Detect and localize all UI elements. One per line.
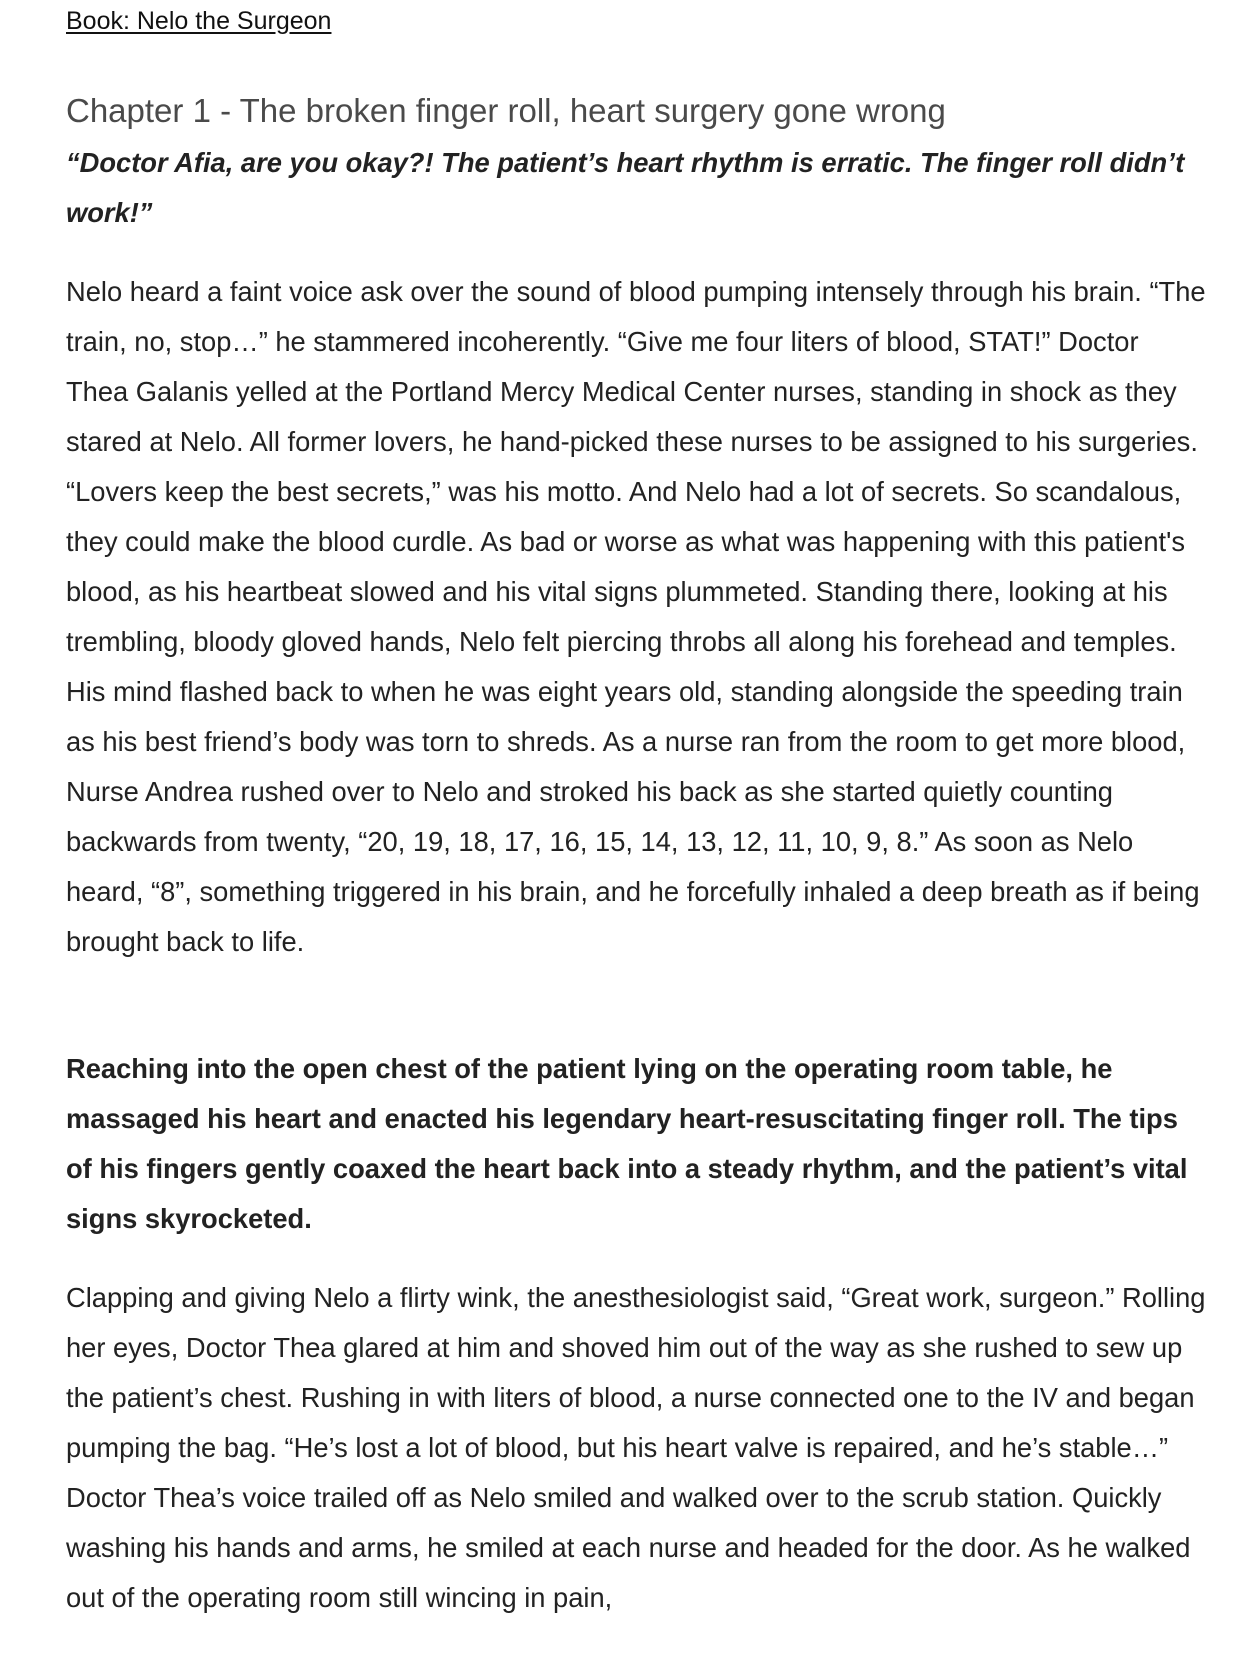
bold-paragraph: Reaching into the open chest of the patient lying on the operating room table, he massaged his heart and enacted his legendary heart-resuscitating finger roll. The tips of his fingers gently coaxed the heart back into a steady rhythm, and the patient’s vital signs skyrocketed. xyxy=(66,1053,1188,1234)
chapter-heading: Chapter 1 - The broken finger roll, heart surgery gone wrong xyxy=(66,92,946,129)
body-paragraph: Clapping and giving Nelo a flirty wink, the anesthesiologist said, “Great work, surgeon.” Rolling her eyes, Doctor Thea glared at him and shoved him out of the way as she rushed to sew up the patient’s chest. Rushing in with liters of blood, a nurse connected one to the IV and began pumping the bag. “He’s lost a lot of blood, but his heart valve is repaired, and he’s stable…” Doctor Thea’s voice trailed off as Nelo smiled and walked over to the scrub station. Quickly washing his hands and arms, he smiled at each nurse and headed for the door. As he walked out of the operating room still wincing in pain, xyxy=(66,1282,1206,1613)
body-paragraph: Nelo heard a faint voice ask over the sound of blood pumping intensely through his brain. “The train, no, stop…” he stammered incoherently. “Give me four liters of blood, STAT!” Doctor Thea Galanis yelled at the Portland Mercy Medical Center nurses, standing in shock as they stared at Nelo. All former lovers, he hand-picked these nurses to be assigned to his surgeries. “Lovers keep the best secrets,” was his motto. And Nelo had a lot of secrets. So scandalous, they could make the blood curdle. As bad or worse as what was happening with this patient's blood, as his heartbeat slowed and his vital signs plummeted. Standing there, looking at his trembling, bloody gloved hands, Nelo felt piercing throbs all along his forehead and temples. His mind flashed back to when he was eight years old, standing alongside the speeding train as his best friend’s body was torn to shreds. As a nurse ran from the room to get more blood, Nurse Andrea rushed over to Nelo and stroked his back as she started quietly counting backwards from twenty, “20, 19, 18, 17, 16, 15, 14, 13, 12, 11, 10, 9, 8.” As soon as Nelo heard, “8”, something triggered in his brain, and he forcefully inhaled a deep breath as if being brought back to life. xyxy=(66,276,1206,957)
book-title: Book: Nelo the Surgeon xyxy=(66,7,332,35)
opening-quote-paragraph: “Doctor Afia, are you okay?! The patient’s heart rhythm is erratic. The finger roll didn’t work!” xyxy=(66,147,1185,228)
